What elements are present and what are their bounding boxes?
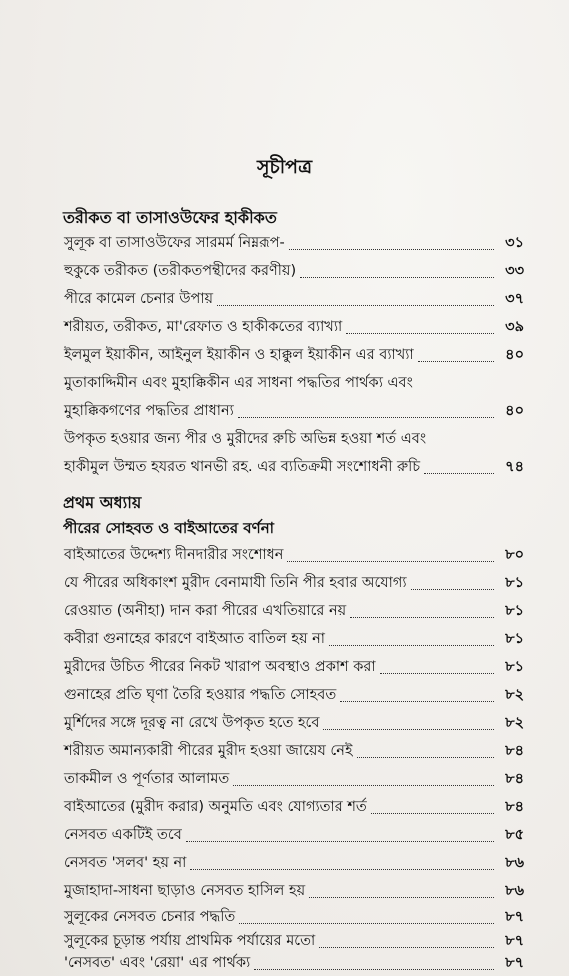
toc-entry-text: মুর্শিদের সঙ্গে দূরত্ব না রেখে উপকৃত হতে হবে (64, 715, 320, 731)
page-title: সূচীপত্র (256, 156, 313, 178)
toc-entry (64, 904, 524, 930)
section-heading-1: তরীকত বা তাসাওউফের হাকীকত (63, 208, 277, 227)
toc-entry-page: ৪০ (505, 403, 524, 419)
leader-dots (254, 968, 494, 970)
toc-entry-text: পীরে কামেল চেনার উপায় (64, 291, 214, 307)
leader-dots (323, 728, 494, 730)
toc-entry-text: গুনাহের প্রতি ঘৃণা তৈরি হওয়ার পদ্ধতি সোহবত (64, 687, 337, 703)
chapter-heading: প্রথম অধ্যায় (63, 493, 142, 512)
toc-entry-text: সুলূকের নেসবত চেনার পদ্ধতি (64, 909, 236, 925)
toc-entry-text: রেওয়াত (অনীহা) দান করা পীরের এখতিয়ারে নয় (64, 603, 347, 619)
toc-entry-page: ৮১ (505, 659, 524, 675)
toc-entry-page: ৮২ (505, 687, 524, 703)
toc-entry-page: ৮৪ (505, 771, 524, 787)
leader-dots (233, 784, 494, 786)
leader-dots (411, 588, 494, 590)
leader-dots (239, 922, 494, 924)
toc-entry-text: 'নেসবত' এবং 'রেয়া' এর পার্থক্য (64, 955, 251, 971)
leader-dots (357, 756, 494, 758)
toc-entry (64, 230, 524, 256)
leader-dots (350, 616, 494, 618)
toc-entry-page: ৮১ (505, 631, 524, 647)
leader-dots (238, 416, 494, 418)
toc-entry-page: ৮৭ (505, 955, 524, 971)
toc-entry-text: যে পীরের অধিকাংশ মুরীদ বেনামাযী তিনি পীর হবার অযোগ্য (64, 575, 407, 591)
leader-dots (346, 332, 494, 334)
toc-entry-text: সুলূকের চূড়ান্ত পর্যায় প্রাথমিক পর্যায়ের মতো (64, 933, 316, 949)
toc-entry-page: ৮৫ (505, 827, 524, 843)
toc-entry-text: ইলমুল ইয়াকীন, আইনুল ইয়াকীন ও হাক্কুল ইয়াকীন এর ব্যাখ্যা (64, 347, 414, 363)
toc-entry (64, 626, 524, 652)
toc-entry-text: নেসবত একটিই তবে (64, 827, 182, 843)
toc-entry-page: ৪০ (505, 347, 524, 363)
toc-entry (64, 426, 524, 452)
toc-entry-page: ৮১ (505, 603, 524, 619)
toc-entry-page: ৮৬ (505, 883, 524, 899)
toc-entry (64, 950, 524, 976)
toc-entry (64, 370, 524, 396)
toc-entry-text: সুলূক বা তাসাওউফের সারমর্ম নিম্নরূপ- (64, 235, 285, 251)
leader-dots (380, 672, 494, 674)
toc-entry-page: ৩১ (505, 235, 524, 251)
toc-entry (64, 542, 524, 568)
toc-entry (64, 654, 524, 680)
toc-entry (64, 682, 524, 708)
leader-dots (190, 868, 494, 870)
leader-dots (371, 812, 494, 814)
leader-dots (340, 700, 494, 702)
toc-entry-text: মুজাহাদা-সাধনা ছাড়াও নেসবত হাসিল হয় (64, 883, 306, 899)
toc-entry-page: ৮২ (505, 715, 524, 731)
leader-dots (329, 644, 494, 646)
toc-entry-page: ৮৪ (505, 799, 524, 815)
toc-entry-page: ৭৪ (505, 459, 524, 475)
toc-entry-page: ৩৯ (505, 319, 524, 335)
toc-entry-text: নেসবত 'সলব' হয় না (64, 855, 187, 871)
toc-entry (64, 286, 524, 312)
leader-dots (186, 840, 494, 842)
toc-entry (64, 738, 524, 764)
toc-entry-text: মুতাকাদ্দিমীন এবং মুহাক্কিকীন এর সাধনা পদ্ধতির পার্থক্য এবং (64, 375, 413, 391)
toc-entry-page: ৮৭ (505, 909, 524, 925)
toc-entry (64, 454, 524, 480)
toc-entry-text: কবীরা গুনাহের কারণে বাইআত বাতিল হয় না (64, 631, 325, 647)
toc-entry-text: উপকৃত হওয়ার জন্য পীর ও মুরীদের রুচি অভিন্ন হওয়া শর্ত এবং (64, 431, 427, 447)
toc-entry (64, 766, 524, 792)
toc-entry (64, 258, 524, 284)
leader-dots (289, 248, 494, 250)
toc-entry-page: ৮১ (505, 575, 524, 591)
toc-entry-text: তাকমীল ও পূর্ণতার আলামত (64, 771, 230, 787)
leader-dots (309, 896, 494, 898)
toc-entry (64, 794, 524, 820)
toc-entry-page: ৮৭ (505, 933, 524, 949)
toc-entry-text: শরীয়ত অমান্যকারী পীরের মুরীদ হওয়া জায়েয নেই (64, 743, 353, 759)
toc-entry (64, 314, 524, 340)
toc-entry-text: বাইআতের (মুরীদ করার) অনুমতি এবং যোগ্যতার শর্ত (64, 799, 367, 815)
toc-entry (64, 878, 524, 904)
toc-entry-page: ৮৬ (505, 855, 524, 871)
leader-dots (217, 304, 494, 306)
toc-entry-text: শরীয়ত, তরীকত, মা'রেফাত ও হাকীকতের ব্যাখ্যা (64, 319, 343, 335)
toc-entry-page: ৮০ (505, 547, 524, 563)
toc-entry (64, 710, 524, 736)
toc-entry (64, 342, 524, 368)
chapter-subheading: পীরের সোহবত ও বাইআতের বর্ণনা (63, 519, 275, 537)
toc-entry-text: হুকুকে তরীকত (তরীকতপন্থীদের করণীয়) (64, 263, 297, 279)
leader-dots (319, 946, 494, 948)
toc-entry (64, 822, 524, 848)
leader-dots (287, 560, 494, 562)
leader-dots (418, 360, 494, 362)
toc-entry (64, 598, 524, 624)
toc-entry-text: মুরীদের উচিত পীরের নিকট খারাপ অবস্থাও প্রকাশ করা (64, 659, 376, 675)
leader-dots (300, 276, 494, 278)
toc-entry-page: ৩৭ (505, 291, 524, 307)
toc-entry-page: ৮৪ (505, 743, 524, 759)
toc-entry-text: হাকীমুল উম্মত হযরত থানভী রহ. এর ব্যতিক্রমী সংশোধনী রুচি (64, 459, 421, 475)
toc-entry (64, 850, 524, 876)
toc-entry-text: মুহাক্কিকগণের পদ্ধতির প্রাধান্য (64, 403, 234, 419)
leader-dots (424, 472, 494, 474)
toc-entry-page: ৩৩ (505, 263, 524, 279)
toc-entry (64, 398, 524, 424)
toc-entry (64, 570, 524, 596)
toc-entry-text: বাইআতের উদ্দেশ্য দীনদারীর সংশোধন (64, 547, 284, 563)
